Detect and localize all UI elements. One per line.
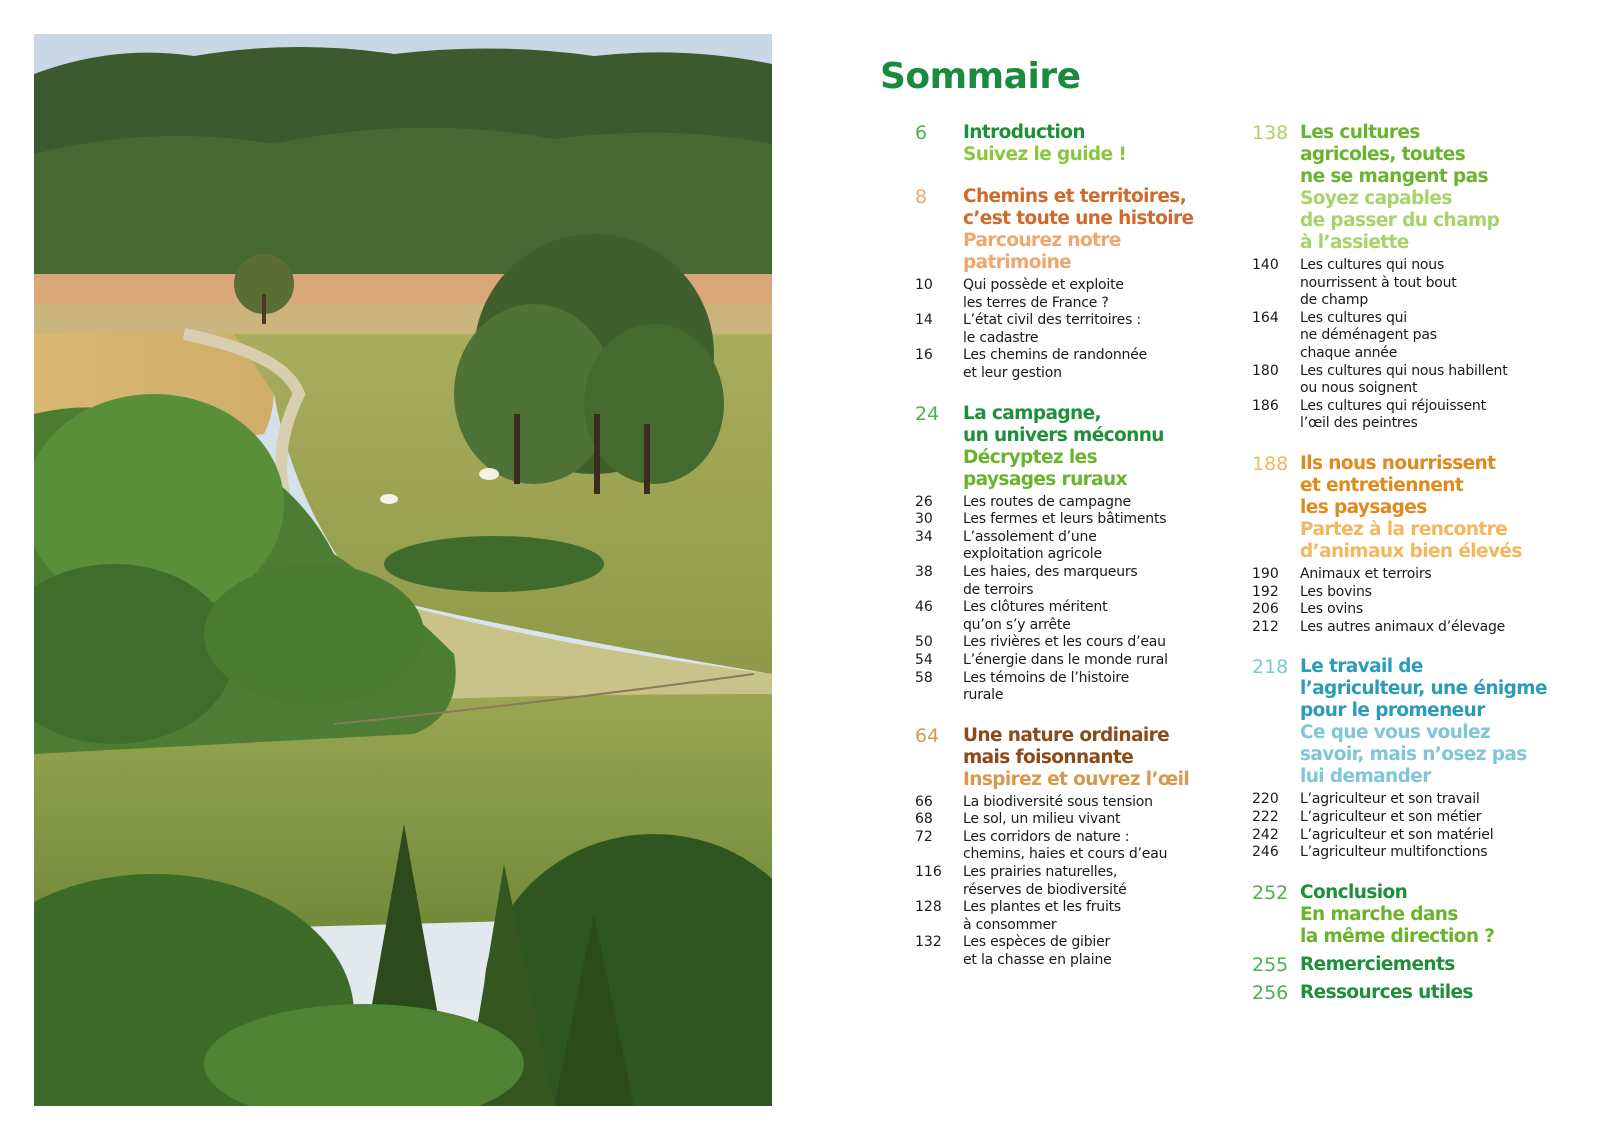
section-title[interactable]: Ils nous nourrissent et entretiennent les paysages bbox=[1300, 452, 1496, 518]
item-label: Les ovins bbox=[1300, 601, 1364, 618]
item-label: L’agriculteur et son travail bbox=[1300, 791, 1480, 808]
item-page-number: 50 bbox=[915, 634, 933, 651]
section-page-number: 218 bbox=[1252, 656, 1289, 679]
section-title[interactable]: Une nature ordinaire mais foisonnante bbox=[963, 724, 1170, 768]
item-label: L’agriculteur et son métier bbox=[1300, 808, 1482, 825]
list-item[interactable] bbox=[915, 511, 1215, 529]
item-label: Animaux et terroirs bbox=[1300, 565, 1432, 582]
item-page-number: 192 bbox=[1252, 583, 1279, 600]
section-title[interactable]: Remerciements bbox=[1300, 953, 1455, 975]
item-page-number: 128 bbox=[915, 899, 942, 916]
item-page-number: 72 bbox=[915, 828, 933, 845]
section-title[interactable]: Introduction bbox=[963, 122, 1085, 143]
item-page-number: 46 bbox=[915, 599, 933, 616]
list-item[interactable] bbox=[1252, 844, 1582, 862]
item-page-number: 140 bbox=[1252, 257, 1279, 273]
list-item[interactable] bbox=[915, 934, 1215, 969]
item-label: Les plantes et les fruits à consommer bbox=[963, 899, 1122, 933]
section-subtitle: Inspirez et ouvrez l’œil bbox=[963, 768, 1190, 790]
section-items bbox=[1252, 257, 1582, 433]
list-item[interactable] bbox=[1252, 584, 1582, 602]
toc-right-column bbox=[1252, 122, 1582, 1010]
list-item[interactable] bbox=[1252, 827, 1582, 845]
page-title: Sommaire bbox=[880, 56, 1081, 97]
section-subtitle: Soyez capables de passer du champ à l’assiette bbox=[1300, 188, 1500, 253]
item-page-number: 206 bbox=[1252, 601, 1279, 618]
toc-section-animaux bbox=[1252, 453, 1582, 636]
item-page-number: 68 bbox=[915, 811, 933, 828]
item-page-number: 34 bbox=[915, 528, 933, 545]
list-item[interactable] bbox=[1252, 619, 1582, 637]
section-page-number: 188 bbox=[1252, 452, 1289, 475]
list-item[interactable] bbox=[915, 864, 1215, 899]
list-item[interactable] bbox=[1252, 398, 1582, 433]
item-page-number: 190 bbox=[1252, 565, 1279, 582]
item-page-number: 16 bbox=[915, 347, 933, 364]
section-items bbox=[915, 794, 1215, 970]
list-item[interactable] bbox=[1252, 791, 1582, 809]
section-page-number: 252 bbox=[1252, 881, 1289, 904]
section-subtitle: En marche dans la même direction ? bbox=[1300, 903, 1495, 947]
item-label: L’assolement d’une exploitation agricole bbox=[963, 528, 1102, 563]
section-title[interactable]: Les cultures agricoles, toutes ne se mangent pas bbox=[1300, 122, 1488, 187]
item-page-number: 212 bbox=[1252, 618, 1279, 635]
item-label: Les prairies naturelles, réserves de biodiversité bbox=[963, 864, 1127, 898]
section-items bbox=[915, 277, 1215, 383]
list-item[interactable] bbox=[915, 277, 1215, 312]
list-item[interactable] bbox=[1252, 257, 1582, 310]
item-label: Les espèces de gibier et la chasse en plaine bbox=[963, 934, 1112, 969]
section-page-number: 255 bbox=[1252, 953, 1289, 976]
item-page-number: 186 bbox=[1252, 397, 1279, 414]
toc-section-cultures bbox=[1252, 122, 1582, 433]
list-item[interactable] bbox=[1252, 363, 1582, 398]
list-item[interactable] bbox=[915, 899, 1215, 934]
section-page-number: 256 bbox=[1252, 981, 1289, 1004]
item-label: L’état civil des territoires : le cadastre bbox=[963, 312, 1141, 346]
item-page-number: 26 bbox=[915, 493, 933, 510]
item-label: Qui possède et exploite les terres de France ? bbox=[963, 277, 1124, 311]
section-items bbox=[1252, 791, 1582, 861]
item-label: L’énergie dans le monde rural bbox=[963, 651, 1168, 668]
item-label: Les autres animaux d’élevage bbox=[1300, 618, 1506, 635]
toc-section-conclusion bbox=[1252, 882, 1582, 948]
item-page-number: 222 bbox=[1252, 808, 1279, 825]
section-title[interactable]: Le travail de l’agriculteur, une énigme pour le promeneur bbox=[1300, 656, 1547, 722]
section-page-number: 24 bbox=[915, 402, 940, 425]
item-label: Les clôtures méritent qu’on s’y arrête bbox=[963, 599, 1108, 633]
list-item[interactable] bbox=[915, 564, 1215, 599]
section-page-number: 6 bbox=[915, 122, 928, 144]
item-label: Les cultures qui nous nourrissent à tout bout de champ bbox=[1300, 257, 1457, 309]
section-subtitle: Ce que vous voulez savoir, mais n’osez pas lui demander bbox=[1300, 722, 1527, 788]
section-subtitle: Décryptez les paysages ruraux bbox=[963, 446, 1127, 490]
item-page-number: 242 bbox=[1252, 826, 1279, 843]
toc-section-chemins bbox=[915, 186, 1215, 383]
section-title[interactable]: Chemins et territoires, c’est toute une histoire bbox=[963, 186, 1194, 229]
item-page-number: 10 bbox=[915, 277, 933, 293]
item-page-number: 246 bbox=[1252, 844, 1279, 861]
list-item[interactable] bbox=[915, 529, 1215, 564]
section-items bbox=[1252, 566, 1582, 636]
list-item[interactable] bbox=[915, 794, 1215, 812]
toc-section-remerciements bbox=[1252, 954, 1582, 976]
list-item[interactable] bbox=[1252, 566, 1582, 584]
item-label: Les corridors de nature : chemins, haies et cours d’eau bbox=[963, 828, 1168, 863]
item-page-number: 14 bbox=[915, 312, 933, 329]
item-page-number: 132 bbox=[915, 934, 942, 951]
item-label: Les cultures qui réjouissent l’œil des peintres bbox=[1300, 397, 1486, 432]
list-item[interactable] bbox=[915, 599, 1215, 634]
item-label: Les haies, des marqueurs de terroirs bbox=[963, 563, 1138, 598]
section-subtitle: Suivez le guide ! bbox=[963, 144, 1127, 165]
list-item[interactable] bbox=[915, 652, 1215, 670]
list-item[interactable] bbox=[1252, 809, 1582, 827]
section-title[interactable]: Ressources utiles bbox=[1300, 981, 1473, 1003]
section-page-number: 64 bbox=[915, 724, 940, 747]
item-label: Les fermes et leurs bâtiments bbox=[963, 511, 1167, 528]
item-page-number: 180 bbox=[1252, 362, 1279, 379]
section-page-number: 138 bbox=[1252, 122, 1289, 144]
toc-section-introduction bbox=[915, 122, 1215, 166]
item-page-number: 164 bbox=[1252, 309, 1279, 326]
item-page-number: 66 bbox=[915, 793, 933, 810]
toc-section-campagne bbox=[915, 403, 1215, 705]
item-page-number: 54 bbox=[915, 651, 933, 668]
item-label: Les cultures qui ne déménagent pas chaque année bbox=[1300, 309, 1437, 361]
section-items bbox=[915, 494, 1215, 705]
item-label: Le sol, un milieu vivant bbox=[963, 811, 1121, 828]
toc-section-agriculteur bbox=[1252, 656, 1582, 861]
item-page-number: 30 bbox=[915, 511, 933, 528]
item-label: Les bovins bbox=[1300, 583, 1372, 600]
item-label: Les témoins de l’histoire rurale bbox=[963, 669, 1130, 704]
item-label: Les rivières et les cours d’eau bbox=[963, 634, 1166, 651]
section-title[interactable]: Conclusion bbox=[1300, 881, 1408, 903]
item-page-number: 220 bbox=[1252, 791, 1279, 808]
toc-left-column bbox=[915, 122, 1215, 990]
list-item[interactable] bbox=[915, 829, 1215, 864]
list-item[interactable] bbox=[1252, 310, 1582, 363]
list-item[interactable] bbox=[915, 312, 1215, 347]
list-item[interactable] bbox=[915, 634, 1215, 652]
landscape-photo bbox=[34, 34, 772, 1106]
list-item[interactable] bbox=[915, 347, 1215, 382]
item-label: L’agriculteur multifonctions bbox=[1300, 844, 1488, 861]
item-label: Les routes de campagne bbox=[963, 493, 1131, 510]
list-item[interactable] bbox=[915, 494, 1215, 512]
item-label: La biodiversité sous tension bbox=[963, 793, 1153, 810]
section-subtitle: Partez à la rencontre d’animaux bien élevés bbox=[1300, 518, 1522, 562]
list-item[interactable] bbox=[915, 811, 1215, 829]
toc-section-ressources bbox=[1252, 982, 1582, 1004]
section-page-number: 8 bbox=[915, 186, 928, 208]
list-item[interactable] bbox=[915, 670, 1215, 705]
item-label: Les cultures qui nous habillent ou nous soignent bbox=[1300, 362, 1508, 397]
toc-section-nature bbox=[915, 725, 1215, 970]
section-subtitle: Parcourez notre patrimoine bbox=[963, 230, 1121, 273]
item-label: Les chemins de randonnée et leur gestion bbox=[963, 347, 1148, 381]
item-label: L’agriculteur et son matériel bbox=[1300, 826, 1494, 843]
item-page-number: 38 bbox=[915, 563, 933, 580]
list-item[interactable] bbox=[1252, 601, 1582, 619]
item-page-number: 116 bbox=[915, 864, 942, 881]
item-page-number: 58 bbox=[915, 669, 933, 686]
section-title[interactable]: La campagne, un univers méconnu bbox=[963, 402, 1164, 446]
